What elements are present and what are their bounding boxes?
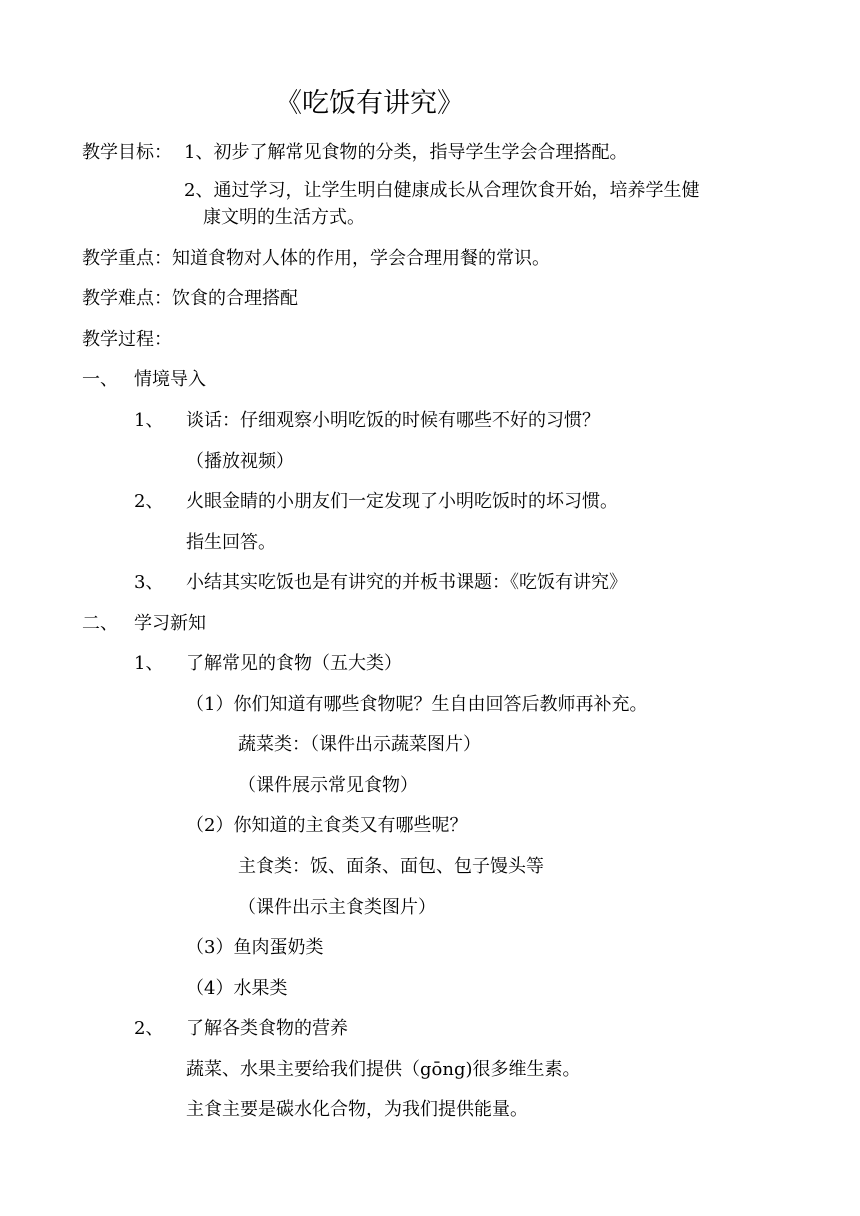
section-2-sub-1-a: 蔬菜类：（课件出示蔬菜图片）: [238, 734, 481, 755]
section-2-sub-1-b: （课件展示常见食物）: [238, 775, 418, 796]
section-1-number: 一、: [82, 369, 118, 390]
section-1-item-2-text: 火眼金睛的小朋友们一定发现了小明吃饭时的坏习惯。: [186, 491, 618, 512]
section-1-item-1-text: 谈话：仔细观察小明吃饭的时候有哪些不好的习惯？: [186, 410, 600, 431]
section-2-item-2-text: 了解各类食物的营养: [186, 1018, 348, 1039]
section-2-sub-2-b: （课件出示主食类图片）: [238, 897, 436, 918]
section-2-item-2-line-2: 主食主要是碳水化合物，为我们提供能量。: [186, 1099, 528, 1120]
section-1-item-1-note: （播放视频）: [186, 451, 294, 472]
objective-item-2-line-1: 2、通过学习，让学生明白健康成长从合理饮食开始，培养学生健: [184, 180, 700, 201]
section-1-title: 情境导入: [134, 369, 206, 390]
section-2-sub-2: （2）你知道的主食类又有哪些呢？: [186, 815, 468, 836]
document-title: 《吃饭有讲究》: [275, 88, 464, 119]
section-1-item-3-number: 3、: [134, 572, 164, 593]
section-1-item-1-number: 1、: [134, 410, 164, 431]
section-2-item-2-line-1: 蔬菜、水果主要给我们提供（gōng)很多维生素。: [186, 1059, 581, 1080]
section-2-item-1-number: 1、: [134, 653, 164, 674]
section-2-sub-1: （1）你们知道有哪些食物呢？生自由回答后教师再补充。: [186, 694, 648, 715]
objectives-label: 教学目标：: [82, 142, 172, 163]
section-2-title: 学习新知: [134, 613, 206, 634]
key-point: 教学重点：知道食物对人体的作用，学会合理用餐的常识。: [82, 248, 550, 269]
section-1-item-2-note: 指生回答。: [186, 532, 276, 553]
section-2-item-2-number: 2、: [134, 1018, 164, 1039]
section-1-item-2-number: 2、: [134, 491, 164, 512]
section-2-item-1-text: 了解常见的食物（五大类）: [186, 653, 402, 674]
process-label: 教学过程：: [82, 329, 172, 350]
section-2-sub-2-a: 主食类：饭、面条、面包、包子馒头等: [238, 856, 544, 877]
section-1-item-3-text: 小结其实吃饭也是有讲究的并板书课题：《吃饭有讲究》: [186, 572, 627, 593]
section-2-number: 二、: [82, 613, 118, 634]
objective-item-2-line-2: 康文明的生活方式。: [203, 207, 365, 228]
objective-item-1: 1、初步了解常见食物的分类，指导学生学会合理搭配。: [184, 142, 628, 163]
difficulty: 教学难点：饮食的合理搭配: [82, 288, 298, 309]
section-2-sub-4: （4）水果类: [186, 978, 288, 999]
section-2-sub-3: （3）鱼肉蛋奶类: [186, 937, 324, 958]
